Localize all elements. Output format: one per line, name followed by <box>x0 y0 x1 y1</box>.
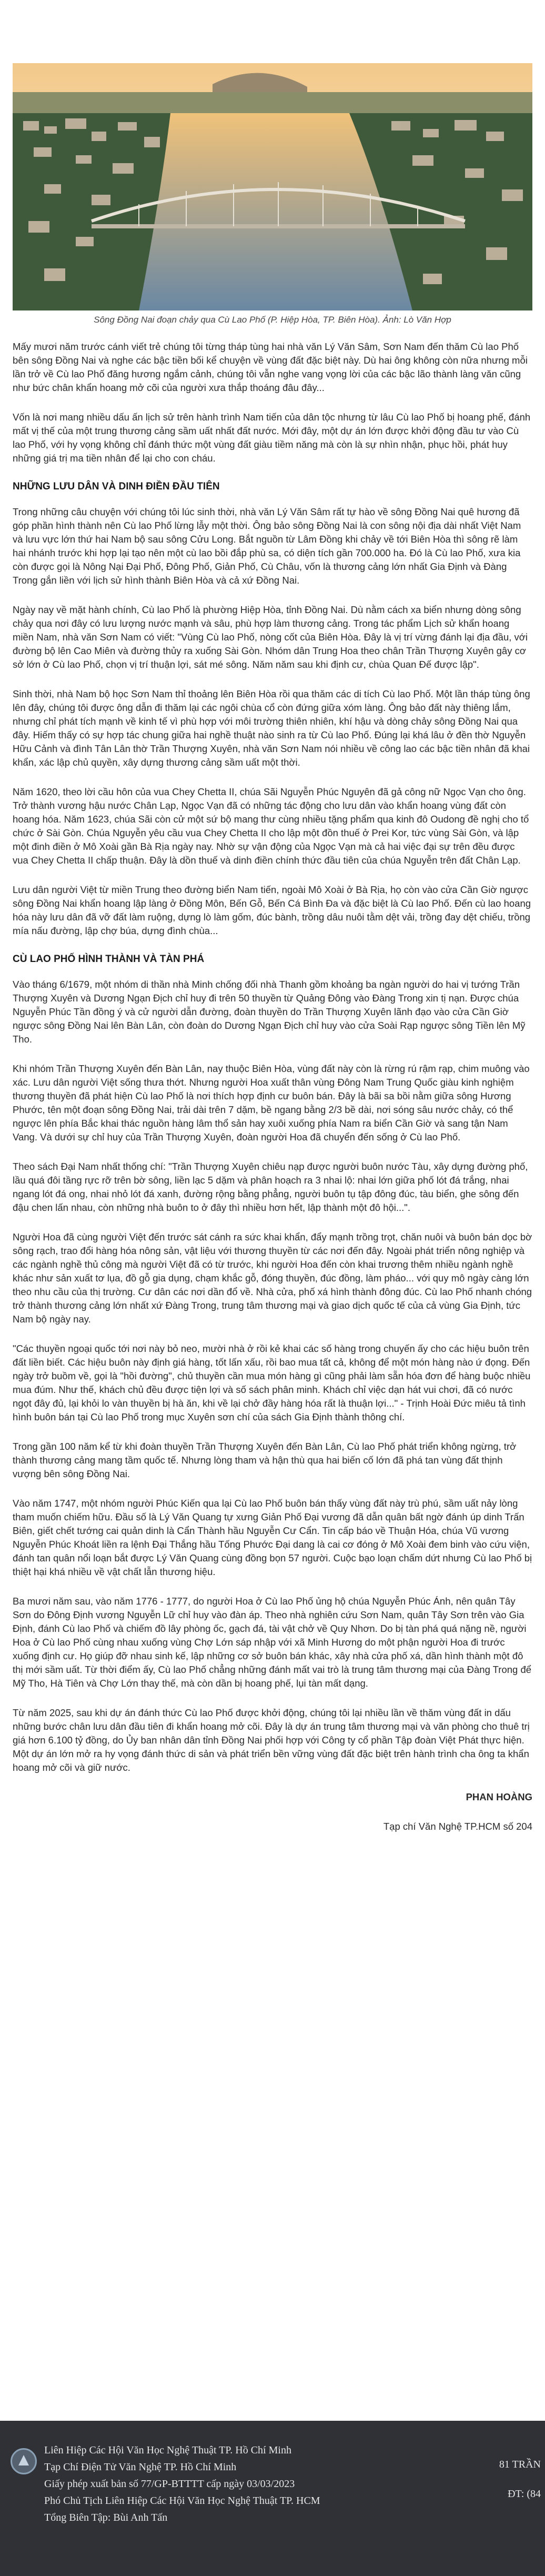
paragraph: Vào năm 1747, một nhóm người Phúc Kiến qua lại Cù lao Phố buôn bán thấy vùng đất này trù phú, sầm uất nảy lòng tham muốn chiếm hữu. Đầu số là Lý Văn Quang tự xưng Giản Phố Đại vương đã dẫn quân bất ngờ đánh úp dinh Trấn Biên, giết chết tướng cai quản dinh là Cẩn Thành hầu Nguyễn Cư Cẩn. Tin cấp báo về Thuận Hóa, chúa Vũ vương Nguyễn Phúc Khoát liền ra lệnh Đại Thắng hầu Tống Phước Đại dang là cai cơ đóng ở Mô Xoài đem binh vào cứu viện, đánh tan quân nổi loạn bắt được Lý Văn Quang cùng đồng bọn 57 người. Cuộc bạo loạn chấm dứt nhưng Cù lao Phố bị thiệt hại khá nhiều về vật chất lẫn thương hiệu. <box>13 1498 532 1577</box>
section-heading: NHỮNG LƯU DÂN VÀ DINH ĐIỀN ĐẦU TIÊN <box>13 481 220 492</box>
paragraph: Trong gần 100 năm kể từ khi đoàn thuyền Trần Thượng Xuyên đến Bàn Lân, Cù lao Phố phát triển không ngừng, trở thành thương cảng mang tầm quốc tế. Nhưng lòng tham và hận thù qua hai biến cố lớn đã phá tan vùng đất thịnh vượng bên sông Đồng Nai. <box>13 1441 517 1479</box>
paragraph: Theo sách Đại Nam nhất thống chí: "Trần Thượng Xuyên chiêu nạp được người buôn nước Tàu, xây dựng đường phố, lầu quá đôi tầng rực rỡ trên bờ sông, liền lạc 5 dặm và phân hoạch ra 3 nhai lộ: nhai lớn giữa phố lót đá trắng, nhai ngang lót đá ong, nhai nhỏ lót đá xanh, đường rộng bằng phẳng, người buôn tụ tập đông đúc, tàu biển, ghe sông đến đậu chen lấn nhau, còn những nhà buôn to ở đây thì nhiều hơn hết, lập thành một đô hội...". <box>13 1161 528 1213</box>
footer-address: 81 TRẦN <box>499 2459 541 2470</box>
source-line: Tạp chí Văn Nghệ TP.HCM số 204 <box>383 1821 532 1832</box>
section-heading: CÙ LAO PHỐ HÌNH THÀNH VÀ TÀN PHÁ <box>13 954 205 965</box>
footer-line: Tạp Chí Điện Tử Văn Nghệ TP. Hồ Chí Minh <box>44 2461 237 2473</box>
article-body <box>13 340 532 1849</box>
paragraph: Người Hoa đã cùng người Việt đến trước sát cánh ra sức khai khẩn, đẩy mạnh trồng trọt, chăn nuôi và buôn bán dọc bờ sông rạch, trao đổi hàng hóa nông sản, vật liệu với thương thuyền từ các nơi đến đây. Ngoài phát triển nông nghiệp và các ngành nghề thủ công mà người Việt đã có từ trước, khi người Hoa đến còn khai trương thêm nhiều ngành nghề khác như sản xuất tơ lụa, đồ gỗ gia dụng, chạm khắc gỗ, đóng thuyền, đúc đồng, làm pháo... với quy mô ngày càng lớn theo nhu cầu của thị trường. Cư dân các nơi dần đổ về. Nhà cửa, phố xá hình thành đông đúc. Cù lao Phố nhanh chóng trở thành thương cảng lớn nhất xứ Đàng Trong, trung tâm thương mại và giao dịch quốc tế của cả vùng Gia Định, tức Nam bộ ngày nay. <box>13 1231 532 1325</box>
paragraph: Mấy mươi năm trước cánh viết trẻ chúng tôi từng tháp tùng hai nhà văn Lý Văn Sâm, Sơn Nam đến thăm Cù lao Phố bên sông Đồng Nai và nghe các bậc tiền bối kể chuyện về vùng đất đặc biệt này. Dù hai ông không còn nữa nhưng mỗi lần trở về Cù lao Phố đăng hương ngắm cảnh, chúng tôi vẫn nghe vang vọng lời của các bậc lão thành làng văn cũng như bức chân khẩn hoang mở cõi của người xưa thắp thoáng đâu đây... <box>13 341 528 393</box>
author-name: PHAN HOÀNG <box>466 1791 532 1802</box>
footer-line: Tổng Biên Tập: Bùi Anh Tấn <box>44 2512 168 2523</box>
org-logo-icon <box>11 2448 37 2474</box>
paragraph: Ngày nay về mặt hành chính, Cù lao Phố là phường Hiệp Hòa, tỉnh Đồng Nai. Dù nằm cách xa biển nhưng dòng sông chảy qua nơi đây có lưu lượng nước mạnh và sâu, phù hợp làm thương cảng. Trong tác phẩm Lịch sử khẩn hoang miền Nam, nhà văn Sơn Nam có viết: "Vùng Cù lao Phố, nòng cốt của Biên Hòa. Đây là vị trí vừng đánh lại địa đầu, với đường bộ lên Cao Miên và đường thủy ra xuống Sài Gòn. Nhóm dân Trung Hoa theo chân Trần Thượng Xuyên gây cơ sở lớn ở Cù lao Phố, chọn vị trí thuận lợi, sát mé sông. Năm năm sau khi định cư, chùa Quan Đế được lập". <box>13 604 528 670</box>
paragraph: Khi nhóm Trần Thượng Xuyên đến Bàn Lân, nay thuộc Biên Hòa, vùng đất này còn là rừng rú rậm rạp, chim muông vào xác. Lưu dân người Việt sống thưa thớt. Nhưng người Hoa xuất thân vùng Đông Nam Trung Quốc giàu kinh nghiệm thương thuyền đã phát hiện Cù lao Phố là nơi thích hợp định cư buôn bán. Đây là bãi sa bồi nằm giữa sông Hương Phước, tên một đoạn sông Đồng Nai, trải dài trên 7 dặm, bề ngang bằng 2/3 bề dài, nơi sóng sâu nước chảy, có thể ngược lên phía Bắc khai thác nguồn hàng lâm thổ sản hay xuôi xuống phía Nam ra biển Cần Giờ và sang tận Nam Vang. Và dưới sự chỉ huy của Trần Thượng Xuyên, đoàn người Hoa đã chuyển đến sống ở Cù lao Phố. <box>13 1063 530 1142</box>
hero-caption: Sông Đồng Nai đoạn chảy qua Cù Lao Phố (P. Hiệp Hòa, TP. Biên Hòa). Ảnh: Lò Văn Hợp <box>94 315 451 325</box>
paragraph: Lưu dân người Việt từ miền Trung theo đường biển Nam tiến, ngoài Mô Xoài ở Bà Rịa, họ còn vào cửa Cần Giờ ngược sông Đồng Nai khẩn hoang lập làng ở Đồng Môn, Bến Gỗ, Bến Cá Bình Đa và đặc biệt là Cù lao Phố. Đến cù lao hoang hóa này lưu dân đã vỡ đất làm ruộng, dựng lò làm gốm, đúc bành, trồng dâu nuôi tằm dệt vải, trồng đay dệt chiếu, trồng mía nấu đường, lập chợ búa, dựng đình chùa... <box>13 884 531 936</box>
paragraph: Vốn là nơi mang nhiều dấu ấn lịch sử trên hành trình Nam tiến của dân tộc nhưng từ lâu Cù lao Phố bị hoang phế, đánh mất vị thế của một trung thương cảng sầm uất nhất đất nước. Mới đây, một dự án lớn được khởi động đầu tư vào Cù lao Phố, với hy vọng không chỉ đánh thức một vùng đất giàu tiềm năng mà còn là sự nhìn nhận, phục hồi, phát huy những giá trị ma tiền nhân để lại cho con cháu. <box>13 412 531 464</box>
footer-line: Phó Chủ Tịch Liên Hiệp Các Hội Văn Học Nghệ Thuật TP. HCM <box>44 2495 320 2507</box>
paragraph: Năm 1620, theo lời cầu hôn của vua Chey Chetta II, chúa Sãi Nguyễn Phúc Nguyên đã gả công nữ Ngọc Vạn cho ông. Trở thành vương hậu nước Chân Lạp, Ngọc Vạn đã có những tác động cho lưu dân vào khẩn hoang vùng đất còn hoang hóa. Năm 1623, chúa Sãi còn cử một sứ bộ mang thư cùng nhiều tặng phẩm qua kinh đô Oudong đề nghị cho tổ chức ở Sài Gòn. Chúa Nguyễn yêu cầu vua Chey Chetta II cho lập một đồn thuế ở Prei Kor, tức vùng Sài Gòn, và lập một đinh điền ở Mô Xoài gần Bà Rịa ngày nay. Nhờ sự vận động của Ngọc Vạn mà cả hai việc đại sự trên đều được vua Chey Chetta II chấp thuận. Đây là dồn thuế và dinh điền chính thức đầu tiên của chúa Nguyễn trên đất Chân Lạp. <box>13 786 529 866</box>
paragraph: Ba mươi năm sau, vào năm 1776 - 1777, do người Hoa ở Cù lao Phố ủng hộ chúa Nguyễn Phúc Ánh, nên quân Tây Sơn do Đông Định vương Nguyễn Lữ chỉ huy vào đàn áp. Theo nhà nghiên cứu Sơn Nam, quân Tây Sơn trên vào Gia Định, đánh Cù lao Phố và chiếm đồ lây phòng ốc, gạch đá, tài vật chở về Quy Nhơn. Do bị tàn phá quá nặng nề, người Hoa ở Cù lao Phố cùng nhau xuống vùng Chợ Lớn sáp nhập với xã Minh Hương do một phận người Hoa đi trước xuống định cư. Họ giúp đỡ nhau sinh kế, lập những cơ sở buôn bán khác, xây nhà cửa phố xá, dần hình thành một đô thị mới sầm uất. Từ thời điểm ấy, Cù lao Phố chẳng những đánh mất vai trò là trung tâm thương mại của Đàng Trong để Mỹ Tho, Hà Tiên và Chợ Lớn thay thế, mà còn dần bị hoang phế, lụi tàn mất dạng. <box>13 1596 532 1689</box>
hero-image <box>13 63 532 310</box>
paragraph: Từ năm 2025, sau khi dự án đánh thức Cù lao Phố được khởi động, chúng tôi lại nhiều lần về thăm vùng đất in dấu những bước chân lưu dân đầu tiên đi khẩn hoang mở cõi. Đây là dự án trung tâm thương mại và văn phòng cho thuê trị giá hơn 6.100 tỷ đồng, do Ủy ban nhân dân tỉnh Đồng Nai phối hợp với Công ty cổ phần Tập đoàn Việt Phát thực hiện. Một dự án lớn mở ra hy vọng đánh thức di sản và phát triển bền vững vùng đất đặc biệt trên hành trình cha ông ta khẩn hoang mở cõi và giữ nước. <box>13 1707 530 1773</box>
paragraph: Vào tháng 6/1679, một nhóm di thần nhà Minh chống đối nhà Thanh gồm khoảng ba ngàn người do hai vị tướng Trần Thượng Xuyên và Dương Ngạn Địch chỉ huy đi trên 50 thuyền từ Quảng Đông vào Đàng Trong xin tị nạn. Được chúa Nguyễn Phúc Tần đồng ý và cử người dẫn đường, đoàn thuyền do Trần Thượng Xuyên lãnh đạo vào cửa Cần Giờ ngược sông Đồng Nai lên Bàn Lân, còn đoàn do Dương Ngạn Địch chỉ huy vào cửa Soài Rạp ngược sông Tiền lên Mỹ Tho. <box>13 979 526 1045</box>
paragraph: Sinh thời, nhà Nam bộ học Sơn Nam thỉ thoảng lên Biên Hòa rồi qua thăm các di tích Cù lao Phố. Một lần tháp tùng ông lên đây, chúng tôi được ông dẫn đi thăm lại các ngôi chùa cổ còn đứng giữa xóm làng. Ông bảo đất này thiêng lắm, nhưng chỉ phát tích mạnh về kinh tế vì phù hợp với môi trường thiên nhiên, khí hậu và dòng chảy sông Đồng Nai qua đây. Hiếm thấy có sự hợp tác chung giữa hai nghề thuật nào sinh ra từ Cù lao Phố. Đúng lại khá lâu ở đền thờ Nguyễn Hữu Cảnh và đình Tân Lân thờ Trần Thượng Xuyên, nhà văn Sơn Nam nói nhiều về công lao các bậc tiền nhân đã khai khẩn, xác lập chủ quyền, xây dựng thương cảng sầm uất một thời. <box>13 688 530 768</box>
paragraph: "Các thuyền ngoại quốc tới nơi này bỏ neo, mười nhà ở rồi kẻ khai các số hàng trong chuyến ấy cho các hiệu buôn trên đất liền biết. Các hiệu buôn này định giá hàng, tốt lấn xấu, rồi bao mua tất cả, không để một món hàng nào ứ đọng. Đến ngày trở buồm về, gọi là "hồi đường", chủ thuyền cần mua món hàng gì cũng phải làm sẵn hóa đơn để hàng buộc nhiều mua đúm. Như thế, khách chủ đều được tiện lợi và số sách phân minh. Khách chỉ việc dạn hát vui chơi, đã có nước ngọt đây đủ, lại khỏi lo vàn thuyền bị hà ăn, khi về lại chở đầy hàng hóa rất là thuận lợi..." - Trịnh Hoài Đức miêu tả tình hình buôn bán tại Cù lao Phố trong mục Xuyên sơn chí của sách Gia Định thành thông chí. <box>13 1343 531 1422</box>
footer-line: Liên Hiệp Các Hội Văn Học Nghệ Thuật TP. Hồ Chí Minh <box>44 2444 291 2456</box>
footer-line: Giấy phép xuất bản số 77/GP-BTTTT cấp ngày 03/03/2023 <box>44 2478 295 2490</box>
paragraph: Trong những câu chuyện với chúng tôi lúc sinh thời, nhà văn Lý Văn Sâm rất tự hào về sông Đồng Nai quê hương đã góp phần hình thành nên Cù lao Phố lừng lẫy một thời. Ông bảo sông Đồng Nai là con sông nội địa dài nhất Việt Nam và lưu vực lớn thứ hai Nam bộ sau sông Cửu Long. Bắt nguồn từ Lâm Đồng khi chảy về tới Biên Hòa thì sông rẽ làm hai nhánh trước khi hợp lại tạo nên một cù lao bồi đắp phù sa, có diện tích gần 700.000 ha. Đó là Cù lao Phố, xưa kia còn được gọi là Nông Nại Đại Phố, Đông Phố, Giản Phố, Cù Châu, vốn là thương cảng lớn nhất Gia Định và Đàng Trong gắn liền với lịch sử hình thành Biên Hòa và cả xứ Đồng Nai. <box>13 506 521 586</box>
footer-phone: ĐT: (84 <box>508 2488 541 2500</box>
footer-info <box>44 2442 320 2526</box>
site-footer <box>0 2421 545 2576</box>
